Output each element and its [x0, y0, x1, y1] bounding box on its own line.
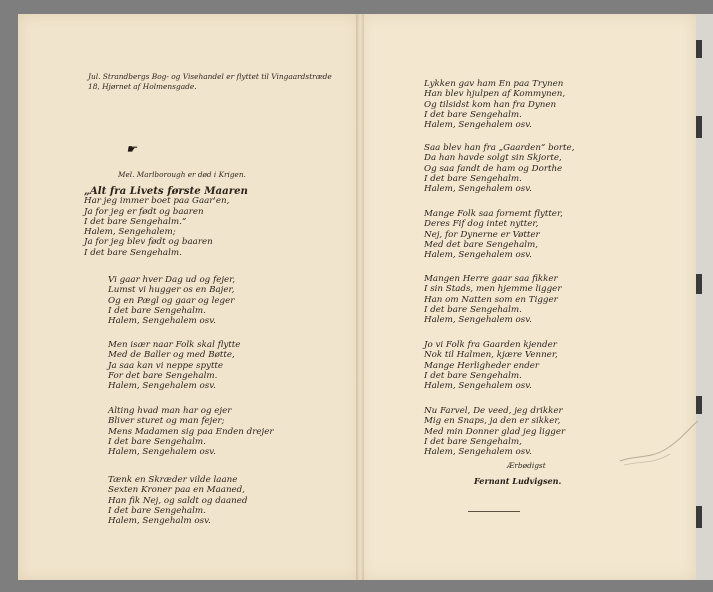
verse-line: I det bare Sengehalm.“ [84, 216, 187, 227]
verse-line: Alting hvad man har og ejer [108, 406, 232, 416]
verse-line: For det bare Sengehalm. [108, 370, 218, 381]
edge-mark [696, 40, 702, 58]
closing-rule [468, 511, 520, 512]
verse-line: Med de Baller og med Bøtte, [108, 350, 235, 361]
verse-line: I det bare Sengehalm. [108, 305, 206, 316]
pencil-mark [616, 415, 700, 473]
verse-line: Vi gaar hver Dag ud og fejer, [108, 275, 236, 285]
stanza [108, 340, 240, 391]
verse-line: Ja for jeg er født og baaren [84, 206, 204, 217]
verse-line: I det bare Sengehalm. [108, 505, 206, 516]
verse-line: I det bare Sengehalm. [424, 370, 522, 381]
melody-line: Mel. Marlborough er død i Krigen. [118, 170, 246, 179]
verse-line: Halem, Sengehalem osv. [108, 381, 216, 392]
stanza [108, 275, 235, 326]
verse-line: Har jeg immer boet paa Gaar'en, [84, 196, 230, 207]
verse-line: Lumst vi hugger os en Bajer, [108, 285, 235, 296]
verse-line: Halem, Sengehalem osv. [108, 316, 216, 327]
stanza [424, 406, 565, 457]
verse-line: Og en Pægl og gaar og leger [108, 295, 235, 306]
verse-line: I det bare Sengehalm. [424, 304, 522, 315]
verse-line: I det bare Sengehalm. [108, 436, 206, 447]
edge-mark [696, 506, 702, 528]
verse-line: Halem, Sengehalem; [84, 227, 176, 238]
verse-line: I det bare Sengehalm. [424, 109, 522, 120]
verse-line: Han fik Nej, og saldt og daaned [108, 495, 248, 506]
verse-line: Sexten Kroner paa en Maaned, [108, 485, 245, 496]
verse-line: I det bare Sengehalm, [424, 436, 522, 447]
verse-line: Han blev hjulpen af Kommynen, [424, 89, 566, 100]
stanza [424, 340, 558, 391]
edge-mark [696, 116, 702, 138]
verse-line: Og tilsidst kom han fra Dynen [424, 99, 557, 110]
verse-line: Halem, Sengehalem osv. [424, 250, 532, 261]
verse-line: Halem, Sengehalem osv. [424, 120, 532, 131]
verse-line: I det bare Sengehalm. [84, 247, 182, 258]
verse-line: Halem, Sengehalem osv. [424, 381, 532, 392]
verse-line: Med min Donner glad jeg ligger [424, 426, 566, 437]
verse-line: Og saa fandt de ham og Dorthe [424, 163, 563, 174]
verse-line: Da han havde solgt sin Skjorte, [424, 153, 562, 164]
verse-line: Halem, Sengehalem osv. [424, 315, 532, 326]
stanza [108, 406, 273, 457]
verse-line: „Alt fra Livets første Maaren [84, 185, 248, 197]
verse-line: Halem, Sengehalem osv. [424, 447, 532, 458]
stanza [108, 475, 247, 526]
page-gutter [356, 14, 364, 580]
verse-line: Jo vi Folk fra Gaarden kjender [424, 340, 557, 350]
scanner-edge [696, 14, 713, 580]
verse-line: I det bare Sengehalm. [424, 173, 522, 184]
stanza [424, 209, 563, 260]
verse-line: Nok til Halmen, kjære Venner, [424, 350, 558, 361]
verse-line: Tænk en Skræder vilde laane [108, 475, 238, 485]
verse-line: Ja for jeg blev født og baaren [84, 237, 213, 248]
verse-line: Saa blev han fra „Gaarden“ borte, [424, 143, 575, 153]
verse-line: Ja saa kan vi neppe spytte [108, 360, 224, 371]
verse-line: Lykken gav ham En paa Trynen [424, 79, 564, 89]
stanza [84, 186, 248, 258]
verse-line: Men især naar Folk skal flytte [108, 340, 241, 350]
verse-line: Halem, Sengehalem osv. [424, 184, 532, 195]
verse-line: Halem, Sengehalm osv. [108, 516, 211, 527]
edge-mark [696, 396, 702, 414]
verse-line: Mangen Herre gaar saa fikker [424, 274, 558, 284]
stanza [424, 143, 574, 194]
signature-name: Fernant Ludvigsen. [474, 476, 562, 486]
verse-line: Med det bare Sengehalm, [424, 239, 539, 250]
stanza [424, 274, 561, 325]
verse-line: Halem, Sengehalem osv. [108, 447, 216, 458]
verse-line: Nej, for Dynerne er Vøtter [424, 229, 540, 240]
verse-line: Han om Natten som en Tigger [424, 294, 558, 305]
pointing-hand-icon: ☛ [126, 142, 137, 156]
verse-line: Nu Farvel, De veed, jeg drikker [424, 406, 563, 416]
relocation-notice [64, 72, 334, 156]
stanza [424, 79, 565, 130]
verse-line: Mange Folk saa fornemt flytter, [424, 209, 563, 219]
notice-text: Jul. Strandbergs Bog- og Visehandel er flyttet til Vingaardstræde 18, Hjørnet af Holmensgade. [88, 72, 332, 91]
signature-salutation: Ærbødigst [507, 461, 546, 470]
verse-line: Mig en Snaps, ja den er sikker, [424, 416, 561, 427]
verse-line: Bliver sturet og man fejer; [108, 416, 225, 427]
verse-line: I sin Stads, men hjemme ligger [424, 284, 562, 295]
verse-line: Mens Madamen sig paa Enden drejer [108, 426, 274, 437]
edge-mark [696, 274, 702, 294]
verse-line: Deres Fif dog intet nytter, [424, 219, 539, 230]
verse-line: Mange Herligheder ender [424, 360, 540, 371]
